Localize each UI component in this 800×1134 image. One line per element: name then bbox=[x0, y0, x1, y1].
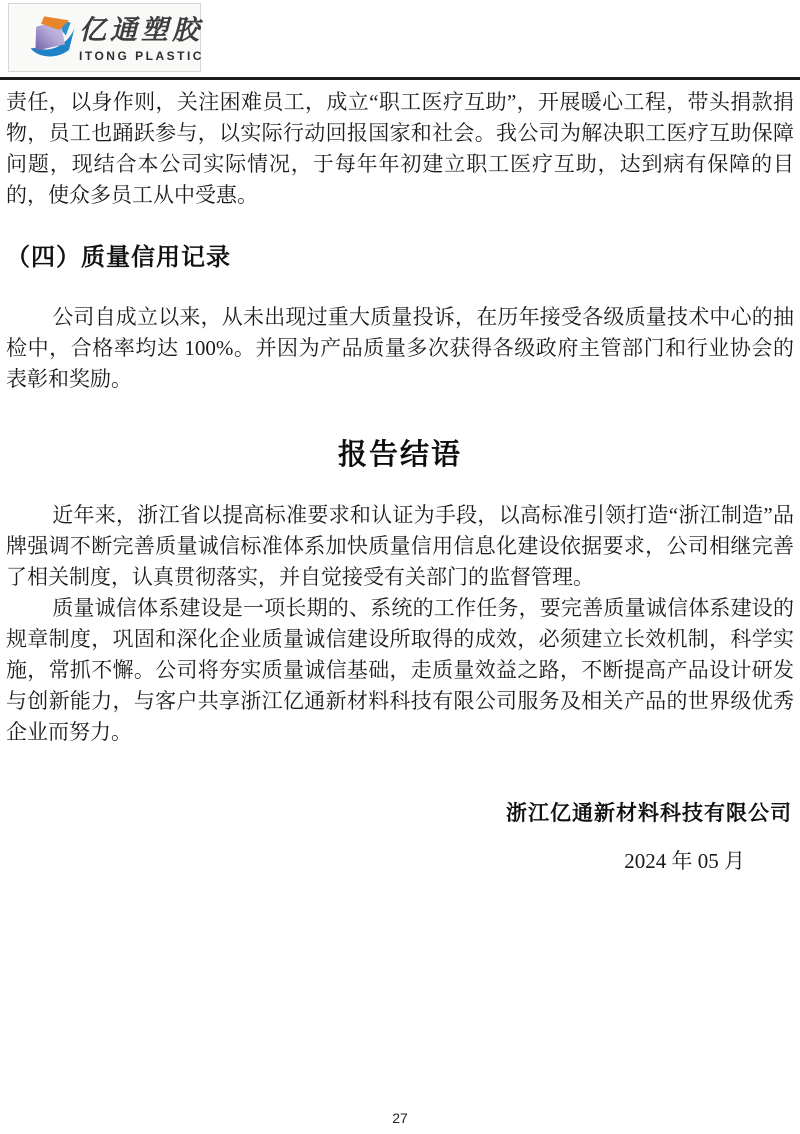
header-divider bbox=[0, 77, 800, 80]
logo-mark-icon bbox=[29, 9, 77, 67]
signature-company-name: 浙江亿通新材料科技有限公司 bbox=[506, 801, 792, 825]
page-number: 27 bbox=[392, 1110, 408, 1126]
logo-english-name: ITONG PLASTIC bbox=[79, 49, 204, 63]
conclusion-section bbox=[6, 500, 794, 748]
report-conclusion-title: 报告结语 bbox=[337, 439, 462, 471]
conclusion-paragraph-2: 质量诚信体系建设是一项长期的、系统的工作任务，要完善质量诚信体系建设的规章制度，巩固和深化企业质量诚信建设所取得的成效，必须建立长效机制，科学实施，常抓不懈。公司将夯实质量诚信基础，走质量效益之路，不断提高产品设计研发与创新能力，与客户共享浙江亿通新材料科技有限公司服务及相关产品的世界级优秀企业而努力。 bbox=[6, 596, 794, 744]
company-logo bbox=[8, 3, 204, 72]
logo-text bbox=[79, 15, 204, 63]
section-heading-quality-credit-record: （四）质量信用记录 bbox=[6, 245, 231, 271]
conclusion-paragraph-1: 近年来，浙江省以提高标准要求和认证为手段，以高标准引领打造“浙江制造”品牌强调不断完善质量诚信标准体系加快质量信用信息化建设依据要求，公司相继完善了相关制度，认真贯彻落实，并自觉接受有关部门的监督管理。 bbox=[6, 503, 794, 589]
logo-chinese-name: 亿通塑胶 bbox=[79, 15, 203, 45]
paragraph-worker-welfare: 责任，以身作则，关注困难员工，成立“职工医疗互助”，开展暖心工程，带头捐款捐物，员工也踊跃参与，以实际行动回报国家和社会。我公司为解决职工医疗互助保障问题，现结合本公司实际情况，于每年年初建立职工医疗互助，达到病有保障的目的，使众多员工从中受惠。 bbox=[6, 90, 794, 207]
signature-date: 2024 年 05 月 bbox=[624, 849, 745, 873]
paragraph-quality-record: 公司自成立以来，从未出现过重大质量投诉，在历年接受各级质量技术中心的抽检中，合格率均达 100%。并因为产品质量多次获得各级政府主管部门和行业协会的表彰和奖励。 bbox=[6, 305, 794, 391]
